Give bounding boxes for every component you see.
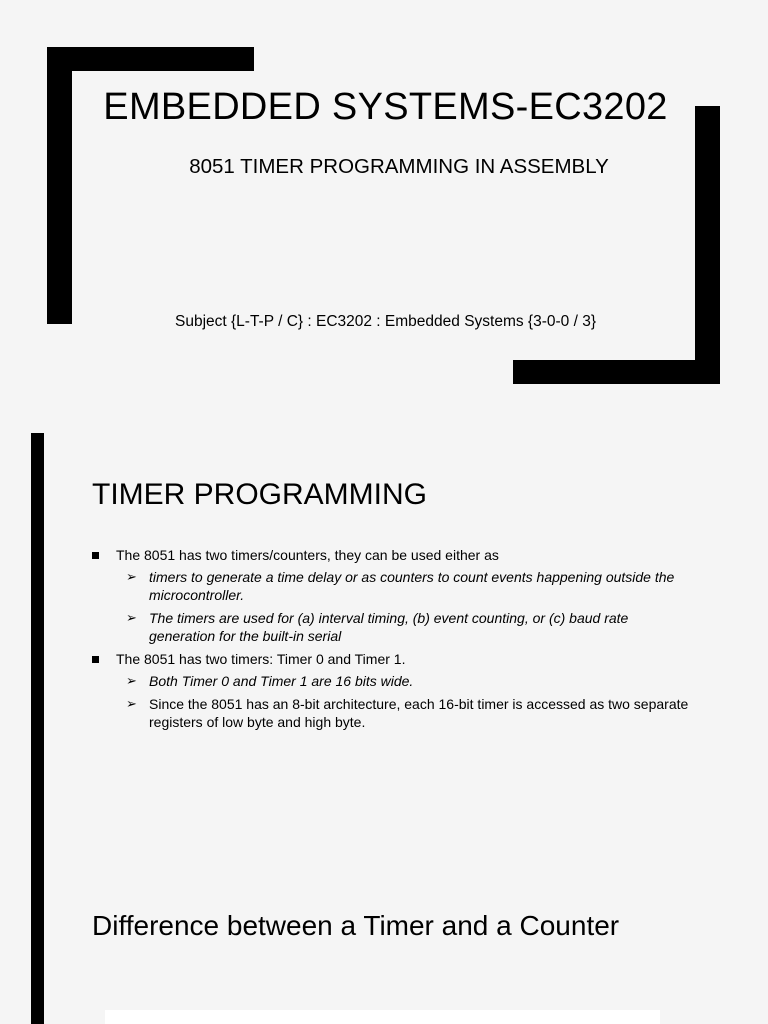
bullet-list xyxy=(92,546,692,736)
bullet-text: The 8051 has two timers/counters, they can be used either as xyxy=(116,547,499,563)
sub-bullet-item xyxy=(92,568,692,604)
arrow-bullet-icon: ➢ xyxy=(126,673,137,688)
sub-bullet-text: Both Timer 0 and Timer 1 are 16 bits wide. xyxy=(149,673,414,689)
bullet-item xyxy=(92,546,692,564)
next-slide-heading: Difference between a Timer and a Counter xyxy=(92,910,620,941)
square-bullet-icon xyxy=(92,656,99,663)
arrow-bullet-icon: ➢ xyxy=(126,696,137,711)
bullet-item xyxy=(92,650,692,668)
sub-bullet-list xyxy=(92,672,692,731)
slide-subtitle: 8051 TIMER PROGRAMMING IN ASSEMBLY xyxy=(189,155,609,178)
sub-bullet-item xyxy=(92,672,692,690)
subject-line: Subject {L-T-P / C} : EC3202 : Embedded Systems {3-0-0 / 3} xyxy=(174,313,597,330)
sub-bullet-text: timers to generate a time delay or as counters to count events happening outside the microcontroller. xyxy=(149,569,675,603)
arrow-bullet-icon: ➢ xyxy=(126,610,137,625)
bullet-text: The 8051 has two timers: Timer 0 and Timer 1. xyxy=(116,651,406,667)
content-box xyxy=(105,1010,660,1024)
arrow-bullet-icon: ➢ xyxy=(126,569,137,584)
section-heading: TIMER PROGRAMMING xyxy=(92,478,427,511)
sub-bullet-item xyxy=(92,609,692,645)
sub-bullet-text: Since the 8051 has an 8-bit architecture, each 16-bit timer is accessed as two separate registers of low byte and high byte. xyxy=(149,696,689,730)
frame-bar-bottom-right-horizontal xyxy=(513,360,720,384)
slide2-left-accent-bar xyxy=(31,433,44,1024)
frame-bar-bottom-right-vertical xyxy=(695,106,720,384)
sub-bullet-list xyxy=(92,568,692,645)
frame-bar-top-left-horizontal xyxy=(47,47,254,71)
sub-bullet-item xyxy=(92,695,692,731)
square-bullet-icon xyxy=(92,552,99,559)
sub-bullet-text: The timers are used for (a) interval timing, (b) event counting, or (c) baud rate generation for the built-in serial xyxy=(149,610,629,644)
slide-title: EMBEDDED SYSTEMS-EC3202 xyxy=(103,86,668,128)
